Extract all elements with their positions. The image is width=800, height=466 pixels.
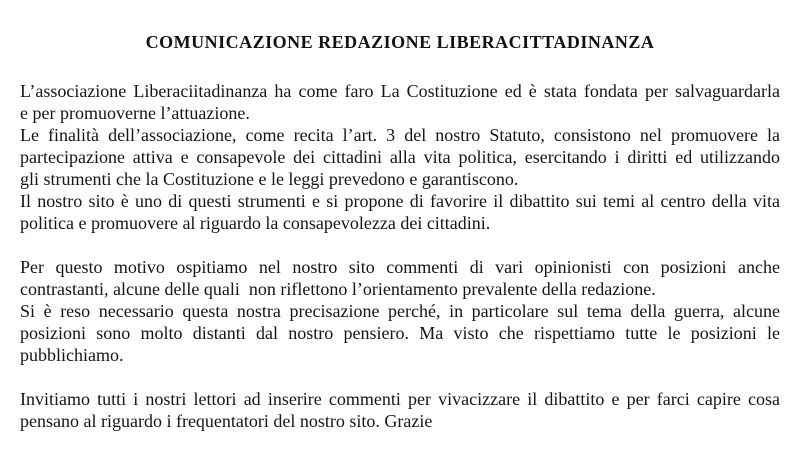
text-line: Il nostro sito è uno di questi strumenti e si propone di favorire il dibattito sui temi al centro della vita (20, 191, 780, 211)
paragraph-statute-goals (20, 124, 780, 190)
text-line: politica e promuovere al riguardo la consapevolezza dei cittadini. (20, 213, 491, 233)
text-line: Le finalità dell’associazione, come recita l’art. 3 del nostro Statuto, consistono nel promuovere la (20, 125, 780, 145)
paragraph-site-purpose (20, 190, 780, 234)
text-line: pensano al riguardo i frequentatori del nostro sito. Grazie (20, 411, 433, 431)
text-line: contrastanti, alcune delle quali non riflettono l’orientamento prevalente della redazione. (20, 279, 656, 299)
paragraph-opinionists (20, 256, 780, 300)
paragraph-clarification (20, 300, 780, 366)
paragraph-association-intro (20, 80, 780, 124)
text-line: Si è reso necessario questa nostra precisazione perché, in particolare sul tema della guerra, alcune (20, 301, 780, 321)
document-title: COMUNICAZIONE REDAZIONE LIBERACITTADINANZA (145, 32, 655, 52)
text-line: Per questo motivo ospitiamo nel nostro sito commenti di vari opinionisti con posizioni anche (20, 257, 780, 277)
text-line: e per promuoverne l’attuazione. (20, 103, 250, 123)
text-line: posizioni sono molto distanti dal nostro pensiero. Ma visto che rispettiamo tutte le posizioni le (20, 323, 780, 343)
paragraph-gap (20, 366, 780, 388)
paragraph-gap (20, 234, 780, 256)
text-line: Invitiamo tutti i nostri lettori ad inserire commenti per vivacizzare il dibattito e per farci capire cosa (20, 389, 780, 409)
text-line: L’associazione Liberaciitadinanza ha come faro La Costituzione ed è stata fondata per salvaguardarla (20, 81, 780, 101)
paragraph-invitation (20, 388, 780, 432)
text-line: pubblichiamo. (20, 345, 124, 365)
text-line: gli strumenti che la Costituzione e le leggi prevedono e garantiscono. (20, 169, 519, 189)
text-line: partecipazione attiva e consapevole dei cittadini alla vita politica, esercitando i diritti ed utilizzando (20, 147, 780, 167)
